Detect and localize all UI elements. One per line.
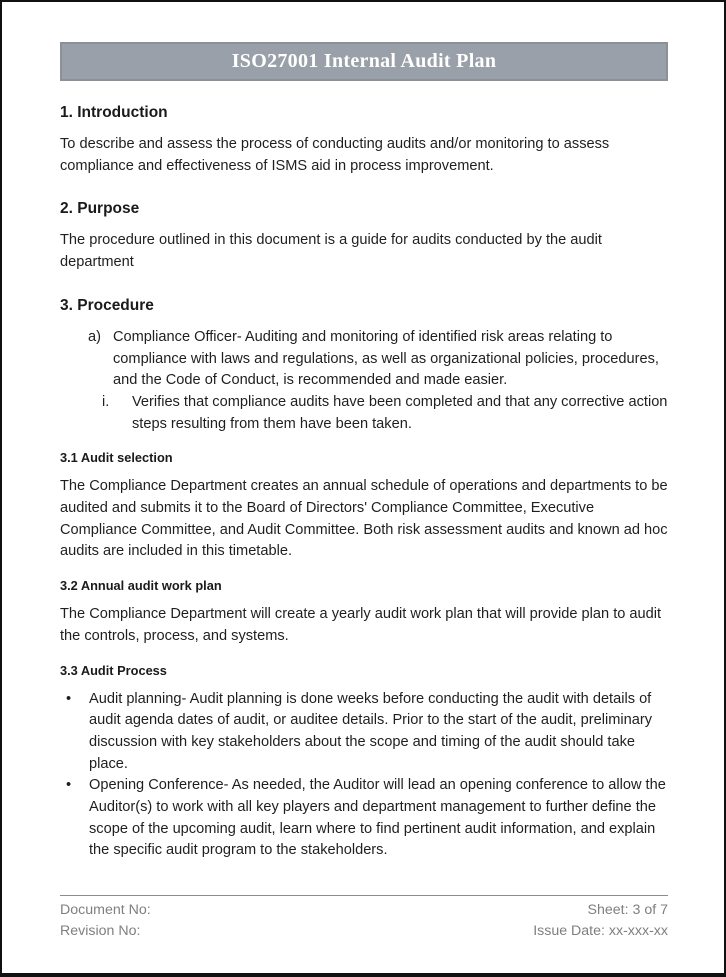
- heading-purpose: 2. Purpose: [60, 200, 140, 218]
- audit-selection-paragraph: The Compliance Department creates an annual schedule of operations and departments to be audited and submits it to the Board of Directors' Compliance Committee, Executive Compliance Committee, and Audit Committee. Both risk assessment audits and known ad hoc audits are included in this timetable.: [60, 478, 668, 560]
- bullet-text-audit-planning: Audit planning- Audit planning is done weeks before conducting the audit with details of audit agenda dates of audit, or auditee details. Prior to the start of the audit, preliminary discussion with key stakeholders about the scope and timing of the audit should take place.: [89, 690, 653, 772]
- procedure-item-a-text: Compliance Officer- Auditing and monitoring of identified risk areas relating to compliance with laws and regulations, as well as organizational policies, procedures, and the Code of Conduct, is recommended and made easier.: [113, 328, 659, 389]
- revision-no-label: Revision No:: [60, 923, 141, 939]
- issue-date: Issue Date: xx-xxx-xx: [533, 923, 668, 939]
- purpose-paragraph: The procedure outlined in this document is a guide for audits conducted by the audit department: [60, 232, 602, 271]
- document-no-label: Document No:: [60, 902, 151, 918]
- procedure-item-a: [88, 327, 668, 392]
- annual-work-plan-paragraph: The Compliance Department will create a yearly audit work plan that will provide plan to audit the controls, process, and systems.: [60, 606, 662, 644]
- procedure-item-a-marker: a): [88, 328, 101, 345]
- procedure-item-i-marker: i.: [102, 393, 110, 410]
- introduction-paragraph: To describe and assess the process of conducting audits and/or monitoring to assess compliance and effectiveness of ISMS aid in process improvement.: [60, 136, 610, 174]
- heading-annual-work-plan: 3.2 Annual audit work plan: [60, 578, 222, 594]
- title-banner: [60, 42, 668, 81]
- bullet-text-opening-conference: Opening Conference- As needed, the Auditor will lead an opening conference to allow the Auditor(s) to work with all key players and department management to further define the scope of the upcoming audit, learn where to find pertinent audit information, and explain the specific audit program to the stakeholders.: [89, 777, 666, 859]
- heading-introduction: 1. Introduction: [60, 104, 168, 121]
- list-item: [60, 689, 668, 776]
- footer-right-block: [533, 900, 668, 942]
- footer-left-block: [60, 900, 151, 942]
- document-content: [2, 42, 724, 862]
- heading-audit-process: 3.3 Audit Process: [60, 662, 167, 678]
- heading-procedure: 3. Procedure: [60, 296, 154, 314]
- bullet-icon: •: [66, 777, 72, 794]
- page-footer: [60, 895, 668, 942]
- bullet-icon: •: [66, 690, 72, 707]
- document-title: ISO27001 Internal Audit Plan: [231, 50, 497, 72]
- list-item: [60, 775, 668, 862]
- audit-process-bullet-list: [60, 689, 668, 863]
- procedure-item-i: [102, 392, 668, 435]
- sheet-number: Sheet: 3 of 7: [587, 902, 668, 918]
- heading-audit-selection: 3.1 Audit selection: [60, 450, 173, 466]
- procedure-item-i-text: Verifies that compliance audits have been completed and that any corrective action steps resulting from them have been taken.: [132, 393, 668, 432]
